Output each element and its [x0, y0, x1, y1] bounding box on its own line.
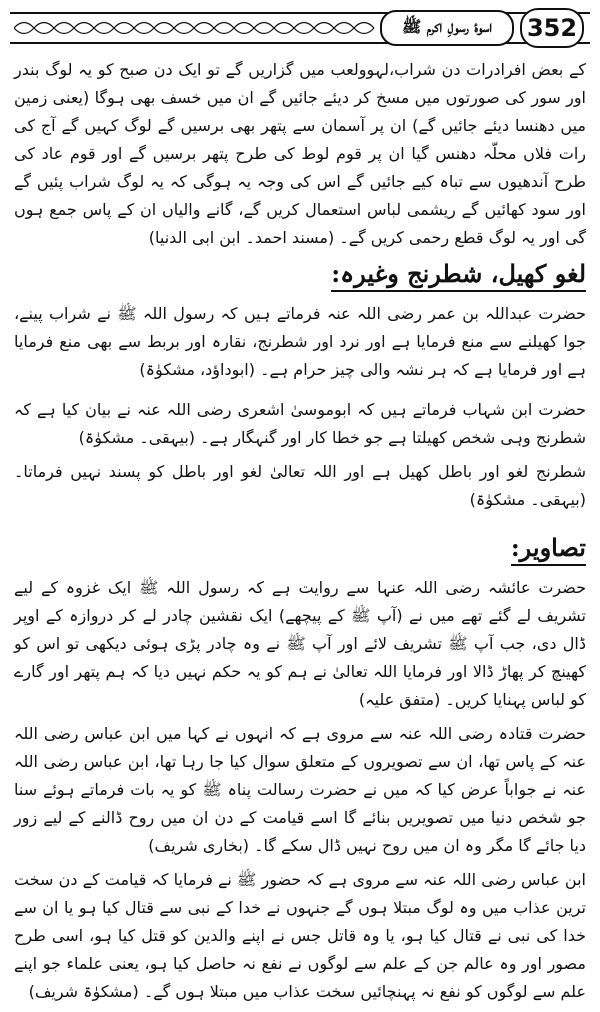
running-title: اسوۂ رسولِ اکرم ﷺ	[401, 16, 493, 36]
games-paragraph-2: حضرت ابن شہاب فرماتے ہیں کہ ابوموسیٰ اشعری رضی اللہ عنہ نے بیان کیا ہے کہ شطرنج وہی شخص کھیلتا ہے جو خطا کار اور گنہگار ہے۔ (بیہقی۔ مشکوٰۃ)	[14, 400, 586, 447]
pictures-paragraph-1: حضرت عائشہ رضی اللہ عنہا سے روایت ہے کہ رسول اللہ ﷺ ایک غزوہ کے لیے تشریف لے گئے تھے میں نے (آپ ﷺ کے پیچھے) ایک نقشین چادر لے کر دروازہ کے اوپر ڈال دی، جب آپ ﷺ تشریف لائے اور آپ ﷺ نے وہ چادر پڑی ہوئی دیکھی تو اس کو کھینچ کر پھاڑ ڈالا اور فرمایا اللہ تعالیٰ نے ہم کو یہ حکم نہیں دیا کہ ہم پتھر اور گارے کو لباس پہنایا کریں۔ (متفق علیہ)	[14, 578, 586, 709]
pictures-paragraph-3: ابن عباس رضی اللہ عنہ سے مروی ہے کہ حضور ﷺ نے فرمایا کہ قیامت کے دن سخت ترین عذاب میں وہ لوگ مبتلا ہوں گے جنہوں نے خدا کے نبی سے قتال کیا ہو یا ان سے خدا کی نبی نے قتال کیا ہو، یا وہ قاتل جس نے اپنے والدین کو قتل کیا ہو، اسی طرح مصور اور وہ عالم جن کے علم سے لوگوں نے نفع نہ حاصل کیا ہو، یعنی علماء جو اپنے علم سے لوگوں کو نفع نہ پہنچائیں سخت عذاب میں مبتلا ہوں گے۔ (مشکوٰۃ شریف)	[14, 870, 586, 1001]
games-paragraph-1: حضرت عبداللہ بن عمر رضی اللہ عنہ فرماتے ہیں کہ رسول اللہ ﷺ نے شراب پینے، جوا کھیلنے سے منع فرمایا ہے اور نرد اور شطرنج، نقارہ اور بربط سے بھی منع فرمایا ہے اور فرمایا ہے کہ ہر نشہ والی چیز حرام ہے۔ (ابوداؤد، مشکوٰۃ)	[14, 304, 586, 379]
running-title-frame	[380, 10, 514, 46]
page-number-frame	[520, 8, 584, 48]
games-paragraph-3: شطرنج لغو اور باطل کھیل ہے اور اللہ تعالیٰ لغو اور باطل کو پسند نہیں فرماتا۔ (بیہقی۔ مشکوٰۃ)	[14, 462, 586, 509]
page-number: 352	[526, 14, 578, 42]
section-heading-pictures-text: تصاویر:	[511, 533, 586, 566]
page-header	[10, 6, 590, 46]
section-heading-games	[14, 258, 586, 290]
section-heading-games-text: لغو کھیل، شطرنج وغیرہ:	[331, 259, 586, 292]
intro-paragraph: کے بعض افرادرات دن شراب،لہوولعب میں گزاریں گے تو ایک دن صبح کو یہ لوگ بندر اور سور کی صورتوں میں مسخ کر دیئے جائیں گے ان میں خسف بھی ہوگا (یعنی زمین میں دھنسا دیئے جائیں گے) ان پر آسمان سے پتھر بھی برسیں گے لوگ کہیں گے آج کی رات فلاں محلّہ دھنس گیا ان پر قوم لوط کی طرح پتھر برسیں گے اور قوم عاد کی طرح آندھیوں سے تباہ کیے جائیں گے اس کی وجہ یہ ہوگی کہ یہ لوگ شراب پئیں گے اور سود کھائیں گے ریشمی لباس استعمال کریں گے، گانے والیاں ان کے پاس جمع ہوں گی اور یہ لوگ قطع رحمی کریں گے۔ (مسند احمد۔ ابن ابی الدنیا)	[14, 60, 586, 247]
pictures-paragraph-2: حضرت قتادہ رضی اللہ عنہ سے مروی ہے کہ انہوں نے کہا میں ابن عباس رضی اللہ عنہ کے پاس تھا، ان سے تصویروں کے متعلق سوال کیا جا رہا تھا، ابن عباس رضی اللہ عنہ نے جواباً عرض کیا کہ میں نے حضرت رسالت پناہ ﷺ کو یہ بات فرماتے ہوئے سنا جو شخص دنیا میں تصویریں بنائے گا اسے قیامت کے دن ان میں روح ڈالنے کے لیے زور دیا جائے گا مگر وہ ان میں روح نہیں ڈال سکے گا۔ (بخاری شریف)	[14, 724, 586, 855]
page-body	[14, 56, 586, 1012]
decorative-border-icon	[14, 17, 384, 39]
section-heading-pictures	[14, 532, 586, 564]
